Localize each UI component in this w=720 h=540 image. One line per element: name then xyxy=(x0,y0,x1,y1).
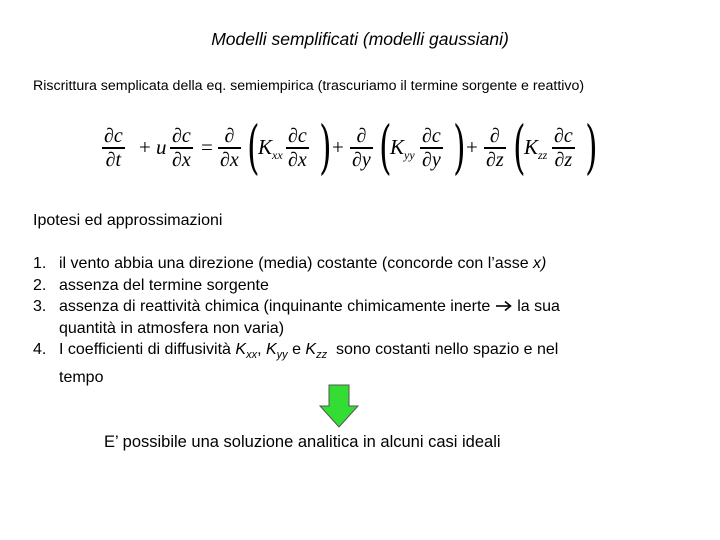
list-marker: 3. xyxy=(33,298,47,315)
eq-plus: + xyxy=(139,135,151,159)
page-title: Modelli semplificati (modelli gaussiani) xyxy=(211,29,509,49)
eq-num: ∂c xyxy=(104,125,123,147)
list-text: assenza del termine sorgente xyxy=(59,276,269,294)
eq-kxx: $K_{xx}$ xyxy=(258,135,283,163)
eq-dc-dx xyxy=(286,125,309,171)
subtitle: Riscrittura semplicata della eq. semiempirica (trascuriamo il termine sorgente e reattivo) xyxy=(33,78,585,94)
eq-open-paren: ( xyxy=(379,113,392,181)
eq-term-dc-dt xyxy=(102,125,125,171)
list-item: 4. I coefficienti di diffusività $K_{xx}$, $K_{yy}$ e $K_{zz}$ sono costanti nello spazio e nel tempo xyxy=(33,341,559,386)
eq-den: ∂t xyxy=(105,148,122,171)
eq-num: ∂c xyxy=(172,125,191,147)
eq-close-paren: ) xyxy=(453,113,466,181)
list-text-italic: x) xyxy=(533,255,547,272)
list-marker: 4. xyxy=(33,341,47,358)
hypotheses-list xyxy=(33,253,560,388)
hypotheses-heading: Ipotesi ed approssimazioni xyxy=(33,212,223,229)
eq-num: ∂c xyxy=(554,125,573,147)
k-xx: $K_{xx}$ xyxy=(235,341,258,362)
list-marker: 2. xyxy=(33,276,47,294)
eq-den: ∂z xyxy=(486,148,504,171)
eq-num: ∂ xyxy=(356,125,367,147)
arrow-down-icon xyxy=(319,384,359,428)
eq-open-paren: ( xyxy=(513,113,526,181)
advection-diffusion-equation xyxy=(102,114,602,186)
eq-d-dy xyxy=(350,125,373,171)
k-zz: $K_{zz}$ xyxy=(305,341,328,362)
list-text: sono costanti nello spazio e nel xyxy=(327,341,559,358)
eq-den: ∂z xyxy=(554,148,573,171)
eq-den: ∂x xyxy=(220,148,239,171)
eq-num: ∂ xyxy=(489,125,500,147)
eq-u: u xyxy=(156,135,167,159)
list-item xyxy=(33,253,560,275)
list-text: quantità in atmosfera non varia) xyxy=(59,319,285,337)
eq-equals: = xyxy=(201,135,213,159)
eq-close-paren: ) xyxy=(319,113,332,181)
list-text: I coefficienti di diffusività xyxy=(59,341,236,358)
eq-dc-dz xyxy=(552,125,575,171)
eq-open-paren: ( xyxy=(247,113,260,181)
eq-d-dz xyxy=(484,125,506,171)
eq-kzz: $K_{zz}$ xyxy=(524,135,548,163)
eq-kyy: $K_{yy}$ xyxy=(390,135,415,163)
conclusion-text: E’ possibile una soluzione analitica in alcuni casi ideali xyxy=(104,433,501,451)
list-item xyxy=(33,275,560,297)
eq-den: ∂x xyxy=(288,148,307,171)
list-item xyxy=(33,296,560,339)
eq-den: ∂y xyxy=(352,148,371,171)
list-text: il vento abbia una direzione (media) costante (concorde con l’asse xyxy=(59,255,534,272)
eq-num: ∂c xyxy=(422,125,441,147)
k-yy: $K_{yy}$ xyxy=(265,341,288,362)
eq-num: ∂c xyxy=(288,125,307,147)
eq-num: ∂ xyxy=(224,125,235,147)
list-text: assenza di reattività chimica (inquinante chimicamente inerte xyxy=(59,298,495,315)
eq-d-dx xyxy=(218,125,241,171)
list-marker: 1. xyxy=(33,255,47,272)
eq-plus: + xyxy=(332,135,344,159)
eq-term-dc-dx xyxy=(170,125,193,171)
eq-den: ∂y xyxy=(422,148,441,171)
list-text: tempo xyxy=(59,368,104,386)
arrow-right-icon xyxy=(495,300,513,312)
eq-close-paren: ) xyxy=(585,113,598,181)
list-text: la sua xyxy=(512,298,560,315)
eq-plus: + xyxy=(466,135,478,159)
eq-den: ∂x xyxy=(172,148,191,171)
eq-dc-dy xyxy=(420,125,443,171)
